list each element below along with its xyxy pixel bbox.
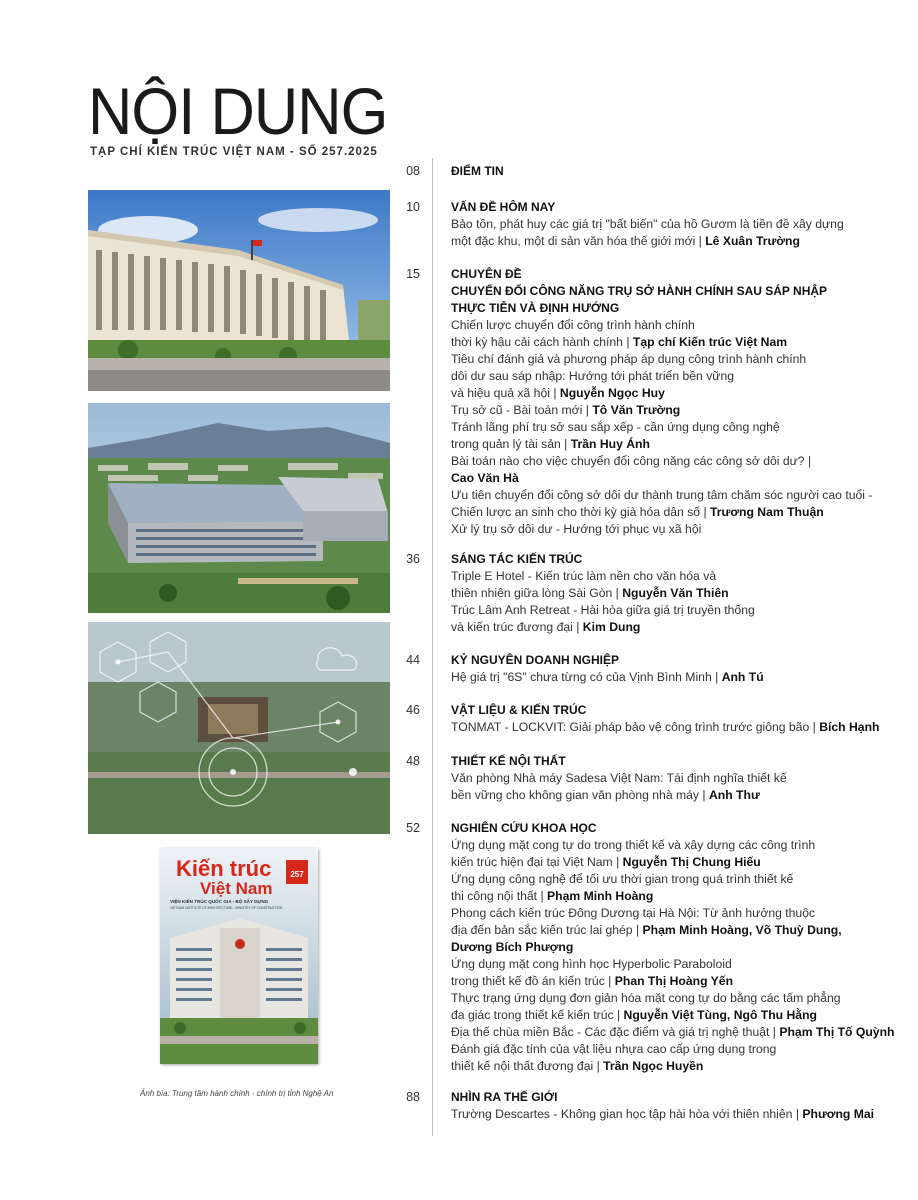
toc-section-content bbox=[451, 652, 891, 686]
article-title: và kiến trúc đương đại bbox=[451, 620, 573, 634]
toc-article-line bbox=[451, 602, 891, 619]
article-title: thi công nội thất bbox=[451, 889, 538, 903]
cover-caption: Ảnh bìa: Trung tâm hành chính - chính trị tỉnh Nghệ An bbox=[140, 1089, 334, 1098]
article-title: TONMAT - LOCKVIT: Giải pháp bảo vệ công trình trước giông bão bbox=[451, 720, 810, 734]
toc-article-line bbox=[451, 1058, 891, 1075]
toc-section-content bbox=[451, 702, 891, 736]
article-title: Tránh lãng phí trụ sở sau sắp xếp - cần ứng dụng công nghệ bbox=[451, 420, 780, 434]
article-title: Ứng dụng mặt cong hình học Hyperbolic Paraboloid bbox=[451, 957, 732, 971]
separator: | bbox=[711, 670, 722, 684]
toc-section-content bbox=[451, 266, 891, 538]
article-author: Trương Nam Thuận bbox=[710, 505, 824, 519]
toc-article-line bbox=[451, 973, 891, 990]
toc-page-number: 15 bbox=[406, 267, 420, 281]
cover-masthead-top: Kiến trúc bbox=[176, 856, 272, 881]
toc-article-line bbox=[451, 1007, 891, 1024]
article-author: Nguyễn Thị Chung Hiếu bbox=[622, 855, 761, 869]
separator: | bbox=[604, 974, 615, 988]
photo-administrative-building bbox=[88, 190, 390, 391]
toc-page-number: 88 bbox=[406, 1090, 420, 1104]
photo-aerial-city bbox=[88, 403, 390, 613]
separator: | bbox=[593, 1059, 604, 1073]
separator: | bbox=[613, 1008, 624, 1022]
toc-article-line bbox=[451, 770, 891, 787]
toc-section-content bbox=[451, 163, 891, 180]
toc-article-line bbox=[451, 939, 891, 956]
article-author: Anh Thư bbox=[708, 788, 760, 802]
article-author: Dương Bích Phượng bbox=[451, 940, 574, 954]
toc-article-line bbox=[451, 956, 891, 973]
toc-article-line bbox=[451, 504, 891, 521]
article-author: Cao Văn Hà bbox=[451, 471, 519, 485]
article-author: Phạm Thị Tố Quỳnh bbox=[779, 1025, 895, 1039]
article-title: Đánh giá đặc tính của vật liệu nhựa cao cấp ứng dụng trong bbox=[451, 1042, 777, 1056]
article-author: Nguyễn Việt Tùng, Ngô Thu Hằng bbox=[623, 1008, 817, 1022]
toc-article-line bbox=[451, 1024, 895, 1041]
article-title: và hiệu quả xã hội bbox=[451, 386, 550, 400]
toc-section-heading: CHUYÊN ĐỀ bbox=[451, 267, 522, 281]
article-title: Bài toán nào cho việc chuyển đổi công năng các công sở dôi dư? | bbox=[451, 454, 812, 468]
separator: | bbox=[769, 1025, 780, 1039]
toc-article-line bbox=[451, 487, 891, 504]
article-author: Trần Huy Ánh bbox=[570, 437, 650, 451]
toc-section-heading: NGHIÊN CỨU KHOA HỌC bbox=[451, 821, 597, 835]
separator: | bbox=[560, 437, 571, 451]
article-title: kiến trúc hiện đại tại Việt Nam bbox=[451, 855, 613, 869]
article-title: Địa thế chùa miền Bắc - Các đặc điểm và giá trị nghệ thuật bbox=[451, 1025, 770, 1039]
toc-article-line bbox=[451, 854, 891, 871]
toc-section-subheading: THỰC TIỄN VÀ ĐỊNH HƯỚNG bbox=[451, 301, 620, 315]
article-title: Trường Descartes - Không gian học tập hài hòa với thiên nhiên bbox=[451, 1107, 793, 1121]
separator: | bbox=[695, 234, 706, 248]
toc-section-content bbox=[451, 753, 891, 804]
separator: | bbox=[572, 620, 583, 634]
toc-section-heading: VẤN ĐỀ HÔM NAY bbox=[451, 200, 556, 214]
toc-article-line bbox=[451, 351, 891, 368]
article-title: Văn phòng Nhà máy Sadesa Việt Nam: Tái định nghĩa thiết kế bbox=[451, 771, 787, 785]
toc-section-heading: KỶ NGUYÊN DOANH NGHIỆP bbox=[451, 653, 620, 667]
article-title: bền vững cho không gian văn phòng nhà máy bbox=[451, 788, 700, 802]
article-title: Ưu tiên chuyển đổi công sở dôi dư thành trung tâm chăm sóc người cao tuổi - bbox=[451, 488, 873, 502]
article-author: Bích Hạnh bbox=[819, 720, 880, 734]
toc-section-content bbox=[451, 551, 891, 636]
toc-article-line bbox=[451, 990, 891, 1007]
toc-section-heading: NHÌN RA THẾ GIỚI bbox=[451, 1090, 558, 1104]
separator: | bbox=[612, 855, 623, 869]
toc-page-number: 10 bbox=[406, 200, 420, 214]
article-title: Chiến lược chuyển đổi công trình hành chính bbox=[451, 318, 695, 332]
toc-article-line bbox=[451, 787, 891, 804]
separator: | bbox=[537, 889, 548, 903]
toc-page-number: 48 bbox=[406, 754, 420, 768]
article-title: Triple E Hotel - Kiến trúc làm nền cho văn hóa và bbox=[451, 569, 717, 583]
separator: | bbox=[622, 335, 633, 349]
article-title: thiết kế nội thất đương đại bbox=[451, 1059, 594, 1073]
separator: | bbox=[582, 403, 593, 417]
toc-article-line bbox=[451, 233, 891, 250]
article-title: đa giác trong thiết kế kiến trúc bbox=[451, 1008, 614, 1022]
cover-publisher: VIỆN KIẾN TRÚC QUỐC GIA - BỘ XÂY DỰNG bbox=[170, 899, 269, 904]
separator: | bbox=[700, 505, 711, 519]
toc-article-line bbox=[451, 619, 891, 636]
toc-article-line bbox=[451, 453, 891, 470]
toc-page-number: 08 bbox=[406, 164, 420, 178]
toc-article-line bbox=[451, 585, 891, 602]
toc-article-line bbox=[451, 419, 891, 436]
toc-article-line bbox=[451, 568, 891, 585]
toc-section-heading: SÁNG TÁC KIẾN TRÚC bbox=[451, 552, 583, 566]
article-title: một đặc khu, một di sản văn hóa thế giới mới bbox=[451, 234, 696, 248]
toc-article-line bbox=[451, 669, 891, 686]
article-author: Trần Ngọc Huyền bbox=[603, 1059, 704, 1073]
article-author: Nguyễn Văn Thiên bbox=[622, 586, 729, 600]
separator: | bbox=[612, 586, 623, 600]
article-author: Phạm Minh Hoàng bbox=[547, 889, 654, 903]
divider bbox=[432, 158, 433, 1136]
toc-section-heading: VẬT LIỆU & KIẾN TRÚC bbox=[451, 703, 587, 717]
toc-article-line bbox=[451, 871, 891, 888]
toc-page-number: 44 bbox=[406, 653, 420, 667]
article-title: trong thiết kế đồ án kiến trúc bbox=[451, 974, 605, 988]
article-title: dôi dư sau sáp nhập: Hướng tới phát triển bền vững bbox=[451, 369, 735, 383]
article-author: Lê Xuân Trường bbox=[705, 234, 800, 248]
article-title: trong quản lý tài sản bbox=[451, 437, 561, 451]
toc-section-subheading: CHUYỂN ĐỔI CÔNG NĂNG TRỤ SỞ HÀNH CHÍNH SAU SÁP NHẬP bbox=[451, 284, 828, 298]
toc-article-line bbox=[451, 888, 891, 905]
article-author: Phạm Minh Hoàng, Võ Thuỳ Dung, bbox=[642, 923, 842, 937]
magazine-subtitle: TẠP CHÍ KIẾN TRÚC VIỆT NAM - SỐ 257.2025 bbox=[90, 146, 378, 158]
cover-masthead-bottom: Việt Nam bbox=[200, 879, 273, 898]
article-title: Trụ sở cũ - Bài toán mới bbox=[451, 403, 583, 417]
article-author: Phan Thị Hoàng Yến bbox=[614, 974, 734, 988]
toc-section-heading: ĐIỂM TIN bbox=[451, 164, 504, 178]
toc-section-content bbox=[451, 820, 895, 1075]
article-title: Ứng dụng mặt cong tự do trong thiết kế và xây dựng các công trình bbox=[451, 838, 816, 852]
article-author: Tạp chí Kiến trúc Việt Nam bbox=[632, 335, 788, 349]
article-title: Xử lý trụ sở dôi dư - Hướng tới phục vụ xã hội bbox=[451, 522, 702, 536]
toc-article-line bbox=[451, 905, 891, 922]
toc-article-line bbox=[451, 216, 891, 233]
separator: | bbox=[549, 386, 560, 400]
toc-article-line bbox=[451, 402, 891, 419]
toc-article-line bbox=[451, 385, 891, 402]
cover-publisher-en: VIETNAM INSTITUTE OF ARCHITECTURE - MINISTRY OF CONSTRUCTION bbox=[170, 906, 283, 910]
separator: | bbox=[632, 923, 643, 937]
toc-article-line bbox=[451, 521, 891, 538]
toc-article-line bbox=[451, 719, 891, 736]
article-title: Trúc Lâm Anh Retreat - Hài hòa giữa giá trị truyền thống bbox=[451, 603, 755, 617]
article-author: Kim Dung bbox=[582, 620, 641, 634]
article-title: Bảo tồn, phát huy các giá trị "bất biến" của hồ Gươm là tiền đề xây dựng bbox=[451, 217, 844, 231]
article-title: Thực trạng ứng dụng đơn giản hóa mặt cong tự do bằng các tấm phẳng bbox=[451, 991, 841, 1005]
toc-article-line bbox=[451, 436, 891, 453]
toc-page-number: 52 bbox=[406, 821, 420, 835]
toc-section-content bbox=[451, 1089, 891, 1123]
toc-article-line bbox=[451, 470, 891, 487]
toc-article-line bbox=[451, 317, 891, 334]
magazine-cover bbox=[160, 848, 318, 1064]
article-title: Phong cách kiến trúc Đông Dương tại Hà Nội: Từ ảnh hưởng thuộc bbox=[451, 906, 816, 920]
article-author: Anh Tú bbox=[721, 670, 764, 684]
toc-page-number: 46 bbox=[406, 703, 420, 717]
article-title: thiên nhiên giữa lòng Sài Gòn bbox=[451, 586, 613, 600]
article-title: Hệ giá trị "6S" chưa từng có của Vịnh Bình Minh bbox=[451, 670, 712, 684]
toc-article-line bbox=[451, 334, 891, 351]
article-author: Nguyễn Ngọc Huy bbox=[559, 386, 665, 400]
toc-article-line bbox=[451, 837, 891, 854]
photo-smart-city bbox=[88, 622, 390, 834]
toc-article-line bbox=[451, 1106, 891, 1123]
article-title: Ứng dụng công nghệ để tối ưu thời gian trong quá trình thiết kế bbox=[451, 872, 794, 886]
separator: | bbox=[809, 720, 820, 734]
article-author: Phương Mai bbox=[802, 1107, 875, 1121]
article-author: Tô Văn Trường bbox=[592, 403, 681, 417]
article-title: thời kỳ hậu cải cách hành chính bbox=[451, 335, 623, 349]
toc-article-line bbox=[451, 1041, 891, 1058]
toc-article-line bbox=[451, 368, 891, 385]
article-title: Tiêu chí đánh giá và phương pháp áp dụng công trình hành chính bbox=[451, 352, 807, 366]
article-title: Chiến lược an sinh cho thời kỳ già hóa dân số bbox=[451, 505, 701, 519]
toc-section-content bbox=[451, 199, 891, 250]
article-title: địa đến bản sắc kiến trúc lai ghép bbox=[451, 923, 633, 937]
toc-section-heading: THIẾT KẾ NỘI THẤT bbox=[451, 754, 566, 768]
toc-page-number: 36 bbox=[406, 552, 420, 566]
separator: | bbox=[699, 788, 709, 802]
cover-issue-number: 257 bbox=[290, 870, 304, 879]
toc-article-line bbox=[451, 922, 891, 939]
page-title: NỘI DUNG bbox=[88, 74, 388, 148]
separator: | bbox=[792, 1107, 803, 1121]
